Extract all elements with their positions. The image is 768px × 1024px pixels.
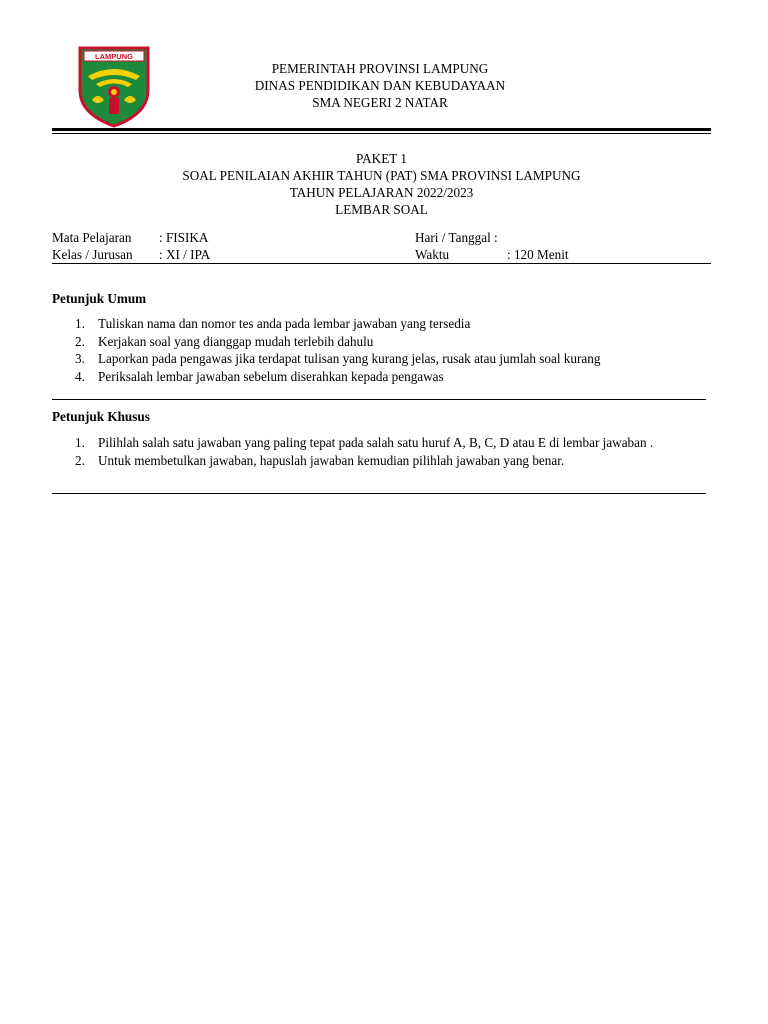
list-item: [52, 434, 711, 452]
list-item-text: Untuk membetulkan jawaban, hapuslah jawaban kemudian pilihlah jawaban yang benar.: [98, 452, 565, 468]
time-label: Waktu: [415, 246, 450, 262]
special-instructions-heading: Petunjuk Khusus: [52, 409, 150, 424]
header-line-department: DINAS PENDIDIKAN DAN KEBUDAYAAN: [254, 78, 506, 93]
date-label: Hari / Tanggal :: [415, 230, 498, 245]
list-item-text: Tuliskan nama dan nomor tes anda pada lembar jawaban yang tersedia: [98, 316, 471, 331]
list-item-text: Periksalah lembar jawaban sebelum diserahkan kepada pengawas: [98, 368, 444, 384]
list-item: [52, 368, 711, 386]
lampung-emblem-logo: [78, 44, 150, 128]
header-line-government: PEMERINTAH PROVINSI LAMPUNG: [271, 61, 489, 76]
exam-title: [52, 150, 711, 218]
list-item: [52, 333, 711, 351]
section-divider-special: [52, 493, 706, 494]
institution-header: [180, 60, 580, 111]
list-item-number: 4.: [75, 368, 85, 384]
title-sheet-type: LEMBAR SOAL: [335, 202, 428, 217]
title-exam-name: SOAL PENILAIAN AKHIR TAHUN (PAT) SMA PROVINSI LAMPUNG: [182, 168, 581, 183]
header-divider-thick: [52, 128, 711, 131]
list-item: [52, 315, 711, 333]
special-instructions-list: [52, 434, 711, 469]
logo-label: LAMPUNG: [95, 52, 133, 61]
subject-label: Mata Pelajaran: [52, 230, 132, 245]
header-line-school: SMA NEGERI 2 NATAR: [312, 95, 448, 110]
class-value: : XI / IPA: [159, 246, 211, 262]
list-item: [52, 350, 711, 368]
info-divider: [52, 263, 711, 264]
info-row-class: [52, 247, 711, 264]
list-item-number: 2.: [75, 333, 85, 349]
list-item-number: 1.: [75, 435, 85, 450]
title-academic-year: TAHUN PELAJARAN 2022/2023: [289, 185, 474, 200]
list-item-text: Kerjakan soal yang dianggap mudah terlebih dahulu: [98, 333, 374, 349]
time-value: : 120 Menit: [507, 246, 569, 262]
list-item-text: Pilihlah salah satu jawaban yang paling tepat pada salah satu huruf A, B, C, D atau E di lembar jawaban .: [98, 435, 654, 450]
section-divider-general: [52, 399, 706, 400]
list-item: [52, 452, 711, 470]
list-item-number: 1.: [75, 316, 85, 331]
general-instructions-list: [52, 315, 711, 385]
list-item-number: 2.: [75, 452, 85, 468]
header-divider-thin: [52, 133, 711, 134]
title-package: PAKET 1: [356, 151, 407, 166]
subject-value: : FISIKA: [159, 230, 209, 245]
list-item-number: 3.: [75, 351, 85, 366]
general-instructions-heading: Petunjuk Umum: [52, 291, 147, 306]
info-row-subject: [52, 230, 711, 247]
exam-info: [52, 230, 711, 263]
class-label: Kelas / Jurusan: [52, 246, 133, 262]
list-item-text: Laporkan pada pengawas jika terdapat tulisan yang kurang jelas, rusak atau jumlah soal kurang: [98, 351, 601, 366]
